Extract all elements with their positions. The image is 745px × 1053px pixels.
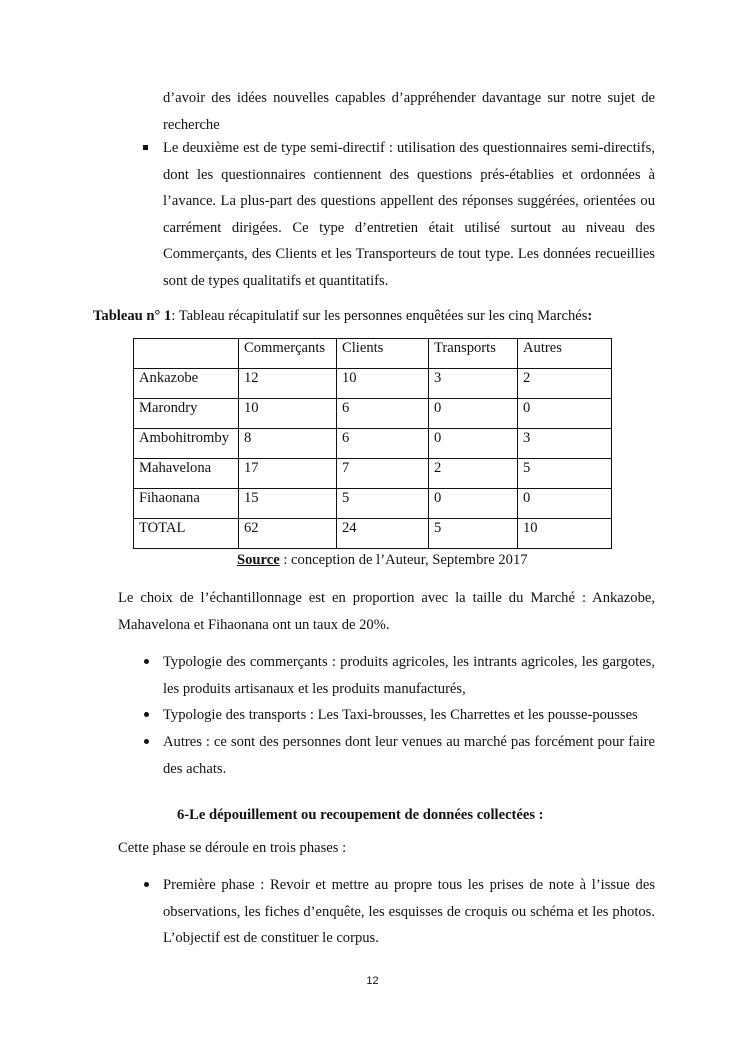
table-cell: 0 — [518, 489, 612, 519]
table-header-row — [134, 339, 612, 369]
paragraph-phases: Cette phase se déroule en trois phases : — [118, 840, 347, 856]
table-caption-text: : Tableau récapitulatif sur les personnes enquêtées sur les cinq Marchés — [171, 308, 588, 324]
table-header-cell: Transports — [429, 339, 518, 369]
table-row-label: Mahavelona — [134, 459, 239, 489]
bullet-typologie-transports: Typologie des transports : Les Taxi-brousses, les Charrettes et les pousse-pousses — [163, 707, 638, 723]
table-caption-label: Tableau n° 1 — [93, 308, 172, 324]
table-cell: 10 — [239, 399, 337, 429]
bullet-dot-icon — [144, 712, 149, 717]
table-header-cell: Autres — [518, 339, 612, 369]
table-cell: 0 — [429, 399, 518, 429]
bullet-semi-directif: Le deuxième est de type semi-directif : utilisation des questionnaires semi-directifs, dont les questionnaires contiennent des questions prés-établies et ordonnées à l’avance. La plus-part des questions appellent des réponses suggérées, orientées ou carrément dirigées. Ce type d’entretien était utilisé surtout au niveau des Commerçants, des Clients et les Transporteurs de tout type. Les données recueillies sont de types qualitatifs et quantitatifs. — [163, 140, 655, 289]
table-header-cell: Clients — [337, 339, 429, 369]
section-heading: 6-Le dépouillement ou recoupement de données collectées : — [177, 807, 544, 823]
table-cell: 5 — [518, 459, 612, 489]
table-cell: 2 — [429, 459, 518, 489]
table-cell: 0 — [518, 399, 612, 429]
table-cell: 3 — [429, 369, 518, 399]
paragraph-echantillon: Le choix de l’échantillonnage est en proportion avec la taille du Marché : Ankazobe, Mahavelona et Fihaonana ont un taux de 20%. — [118, 590, 655, 633]
table-cell: 24 — [337, 519, 429, 549]
table-row — [134, 459, 612, 489]
table-cell: 62 — [239, 519, 337, 549]
table-row — [134, 429, 612, 459]
table-cell: 2 — [518, 369, 612, 399]
table-row-label: Marondry — [134, 399, 239, 429]
table-cell: 7 — [337, 459, 429, 489]
table-cell: 12 — [239, 369, 337, 399]
bullet-dot-icon — [144, 882, 149, 887]
table-cell: 5 — [337, 489, 429, 519]
table-row-label: Fihaonana — [134, 489, 239, 519]
square-bullet-icon — [143, 145, 148, 150]
table-row — [134, 519, 612, 549]
table-caption — [93, 303, 693, 330]
table-cell: 0 — [429, 429, 518, 459]
table-cell: 6 — [337, 399, 429, 429]
table-header-cell: Commerçants — [239, 339, 337, 369]
table-cell: 6 — [337, 429, 429, 459]
table-cell: 10 — [337, 369, 429, 399]
bullet-dot-icon — [144, 739, 149, 744]
source-label: Source — [237, 552, 280, 568]
bullet-dot-icon — [144, 659, 149, 664]
bullet-typologie-commercants: Typologie des commerçants : produits agricoles, les intrants agricoles, les gargotes, les produits artisanaux et les produits manufacturés, — [163, 654, 655, 697]
table-cell: 8 — [239, 429, 337, 459]
table-row — [134, 369, 612, 399]
table-cell: 5 — [429, 519, 518, 549]
intro-continuation: d’avoir des idées nouvelles capables d’appréhender davantage sur notre sujet de recherche — [163, 90, 655, 133]
table-cell: 3 — [518, 429, 612, 459]
source-text: : conception de l’Auteur, Septembre 2017 — [279, 552, 528, 568]
table-row — [134, 399, 612, 429]
table-cell: 0 — [429, 489, 518, 519]
summary-table — [133, 338, 612, 549]
table-row — [134, 489, 612, 519]
bullet-premiere-phase: Première phase : Revoir et mettre au propre tous les prises de note à l’issue des observations, les fiches d’enquête, les esquisses de croquis ou schéma et les photos. L’objectif est de constituer le corpus. — [163, 877, 655, 946]
table-row-label: Ankazobe — [134, 369, 239, 399]
table-source — [237, 547, 637, 574]
table-cell: 15 — [239, 489, 337, 519]
table-header-cell — [134, 339, 239, 369]
table-cell: 17 — [239, 459, 337, 489]
table-cell: 10 — [518, 519, 612, 549]
table-row-label: Ambohitromby — [134, 429, 239, 459]
page-number: 12 — [366, 975, 379, 987]
table-row-label: TOTAL — [134, 519, 239, 549]
bullet-autres: Autres : ce sont des personnes dont leur venues au marché pas forcément pour faire des achats. — [163, 734, 655, 777]
table-caption-colon: : — [587, 308, 593, 324]
